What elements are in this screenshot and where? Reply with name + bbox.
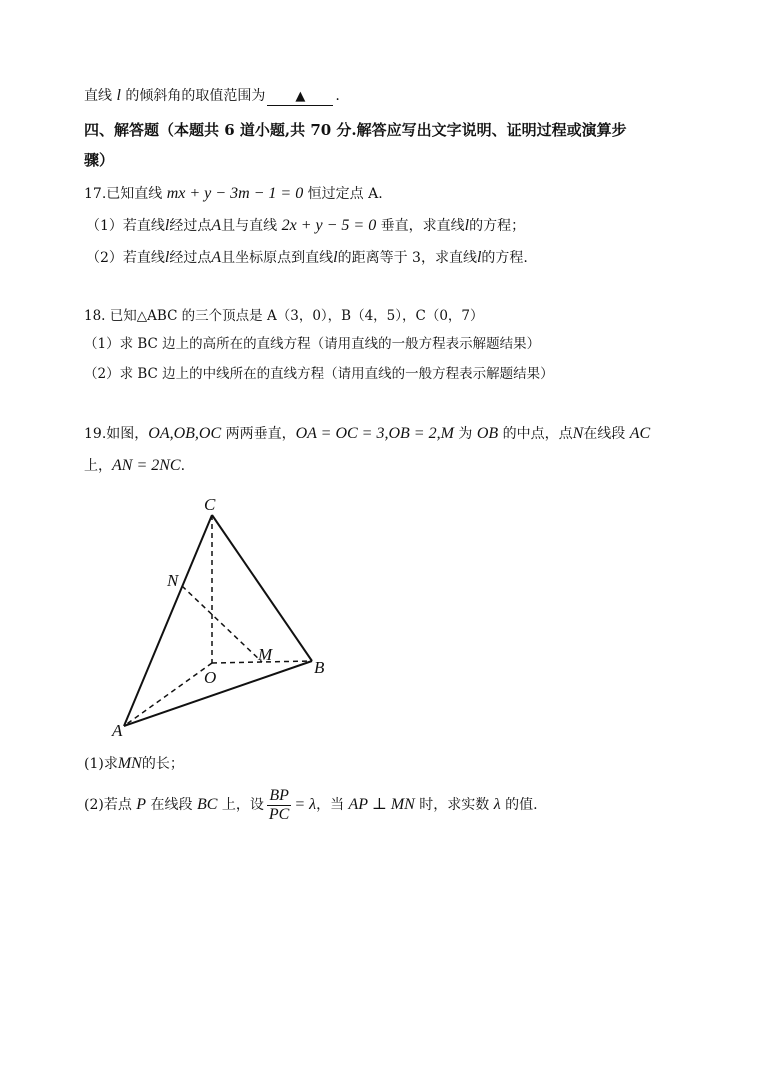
q18-part2: （2）求 BC 边上的中线所在的直线方程（请用直线的一般方程表示解题结果） [84, 366, 554, 382]
section-heading: 四、解答题（本题共 6 道小题,共 70 分.解答应写出文字说明、证明过程或演算步 [84, 121, 627, 139]
text-q19-p1_a: (1)求 [84, 756, 118, 772]
text-q19-p2_lam: λ [493, 796, 501, 813]
text-q17-p1-e: 的方程； [469, 218, 526, 234]
text-q17-stem_prefix: 17.已知直线 [84, 186, 163, 202]
text-q19-p2_e: 时，求实数 [419, 797, 490, 813]
text-q19-line2_eq: AN = 2NC [112, 457, 181, 474]
text-q17-p2-A: A [211, 249, 222, 266]
text-q19-p1_mn: MN [117, 755, 142, 772]
answer-blank[interactable]: ▲ [267, 89, 333, 106]
label-N: N [167, 571, 179, 590]
text-q17-p2-b: 经过点 [169, 250, 212, 266]
text-q19-no: 19.如图， [84, 426, 149, 442]
text-q17-p2-l1: l [164, 249, 170, 266]
text-q19-line2_a: 上， [84, 458, 112, 474]
label-O: O [204, 668, 217, 687]
text-q19-ob: OB [476, 425, 499, 442]
segment-NM [182, 586, 262, 662]
text-q19-p2_bc: BC [196, 796, 218, 813]
label-A: A [112, 721, 123, 740]
text-q16-suffix: 的倾斜角的取值范围为 [125, 88, 266, 104]
q17-part1 [86, 216, 525, 236]
text-q17-p1-eq: 2x + y − 5 = 0 [281, 217, 377, 234]
text-q19-p2_p: P [136, 796, 147, 813]
text-q17-p1-c: 且与直线 [221, 218, 278, 234]
text-q19-p2_cond: AP ⊥ MN [348, 796, 415, 813]
text-q17-p2-e: 的方程. [481, 250, 528, 266]
q16-line [84, 86, 340, 106]
text-q19-p2_f: 的值. [505, 797, 538, 813]
text-q16-end: . [335, 88, 340, 104]
q18-stem: 18. 已知△ABC 的三个顶点是 A（3，0），B（4，5），C（0，7） [84, 308, 484, 324]
text-q17-stem_eq: mx + y − 3m − 1 = 0 [166, 185, 304, 202]
text-q19-p2_b: 在线段 [150, 797, 193, 813]
text-q17-p1-A: A [211, 217, 222, 234]
text-q19-p2_d: ，当 [316, 797, 345, 813]
text-q19-perp: 两两垂直， [225, 426, 296, 442]
label-B: B [314, 658, 325, 677]
text-q19-n: N [572, 425, 584, 442]
text-q19-mid2: 的中点，点 [502, 426, 573, 442]
text-q17-p1-l1: l [164, 217, 170, 234]
text-q19-p2_c: 上，设 [221, 797, 264, 813]
text-q19-p2_eqlam: = λ [294, 796, 317, 813]
tetrahedron-figure [106, 490, 346, 740]
text-q17-p1-b: 经过点 [169, 218, 212, 234]
label-C: C [204, 495, 216, 514]
text-q19-p1_b: 的长； [141, 756, 184, 772]
text-q19-p2_num: BP [267, 787, 291, 806]
text-q17-p1-l2: l [464, 217, 470, 234]
fraction-bp-pc [267, 787, 291, 824]
q18-part1: （1）求 BC 边上的高所在的直线方程（请用直线的一般方程表示解题结果） [84, 336, 541, 352]
edge-CB [212, 515, 312, 661]
text-q19-on: 在线段 [583, 426, 626, 442]
text-q17-p2-d: 的距离等于 3，求直线 [337, 250, 477, 266]
section-heading-cont: 骤） [84, 151, 115, 169]
text-q19-p2_den: PC [268, 805, 290, 823]
q19-part1 [84, 754, 184, 774]
edge-AB [124, 661, 312, 726]
text-q17-p2-l2: l [333, 249, 338, 266]
text-q19-mid: 为 [458, 426, 473, 442]
text-q19-ac: AC [629, 425, 651, 442]
text-q19-line2_end: . [180, 458, 186, 474]
text-q19-cond: OA = OC = 3,OB = 2,M [295, 425, 454, 442]
text-q17-p2-c: 且坐标原点到直线 [221, 250, 334, 266]
text-q19-segs: OA,OB,OC [148, 425, 222, 442]
text-q17-p2-l3: l [476, 249, 482, 266]
text-q17-p1-a: （1）若直线 [86, 218, 165, 234]
q17-stem [84, 184, 383, 204]
text-q16-var: l [116, 87, 121, 104]
q19-stem [84, 424, 650, 444]
q17-part2 [86, 248, 528, 268]
text-q17-p1-d: 垂直，求直线 [380, 218, 465, 234]
label-M: M [258, 645, 273, 664]
text-q16-prefix: 直线 [84, 88, 112, 104]
q19-part2 [84, 784, 538, 826]
q19-stem-cont [84, 456, 185, 476]
text-q19-p2_a: (2)若点 [84, 797, 132, 813]
text-q17-p2-a: （2）若直线 [86, 250, 165, 266]
text-q17-stem_suffix: 恒过定点 A. [307, 186, 383, 202]
